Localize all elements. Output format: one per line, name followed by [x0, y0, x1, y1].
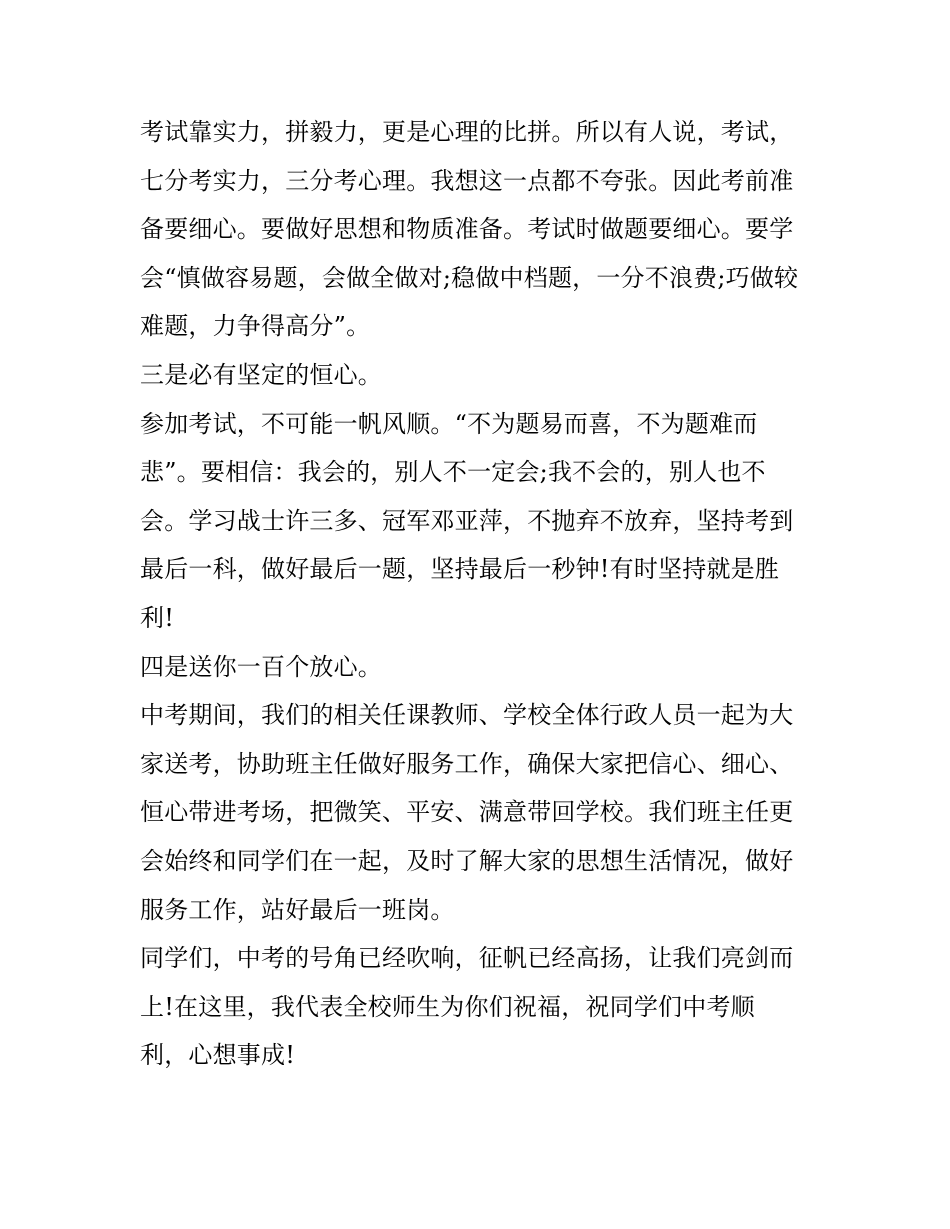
text-line-10: 最后一科，做好最后一题，坚持最后一秒钟!有时坚持就是胜	[140, 555, 780, 584]
text-line-1: 考试靠实力，拼毅力，更是心理的比拼。所以有人说，考试，	[140, 118, 794, 146]
text-line-19: 上!在这里，我代表全校师生为你们祝福，祝同学们中考顺	[140, 992, 755, 1021]
text-line-3: 备要细心。要做好思想和物质准备。考试时做题要细心。要学	[140, 215, 794, 244]
text-line-14: 家送考，协助班主任做好服务工作，确保大家把信心、细心、	[140, 749, 794, 778]
text-line-16: 会始终和同学们在一起，及时了解大家的思想生活情况，做好	[140, 846, 794, 875]
text-line-9: 会。学习战士许三多、冠军邓亚萍，不抛弃不放弃，坚持考到	[140, 506, 794, 535]
text-line-4: 会“慎做容易题，会做全做对;稳做中档题，一分不浪费;巧做较	[140, 263, 799, 292]
text-line-17: 服务工作，站好最后一班岗。	[140, 895, 455, 924]
text-line-2: 七分考实力，三分考心理。我想这一点都不夸张。因此考前准	[140, 166, 794, 195]
text-line-11: 利!	[140, 603, 175, 632]
text-line-5: 难题，力争得高分”。	[140, 312, 371, 341]
section-heading-3: 三是必有坚定的恒心。	[140, 360, 382, 389]
body-text	[140, 108, 820, 1080]
text-line-15: 恒心带进考场，把微笑、平安、满意带回学校。我们班主任更	[140, 798, 794, 827]
text-line-13: 中考期间，我们的相关任课教师、学校全体行政人员一起为大	[140, 701, 794, 730]
text-line-7: 参加考试，不可能一帆风顺。“不为题易而喜，不为题难而	[140, 409, 758, 438]
section-heading-4: 四是送你一百个放心。	[140, 652, 382, 681]
text-line-20: 利，心想事成!	[140, 1041, 296, 1070]
text-line-18: 同学们，中考的号角已经吹响，征帆已经高扬，让我们亮剑而	[140, 944, 794, 973]
text-line-8: 悲”。要相信：我会的，别人不一定会;我不会的，别人也不	[140, 458, 766, 487]
